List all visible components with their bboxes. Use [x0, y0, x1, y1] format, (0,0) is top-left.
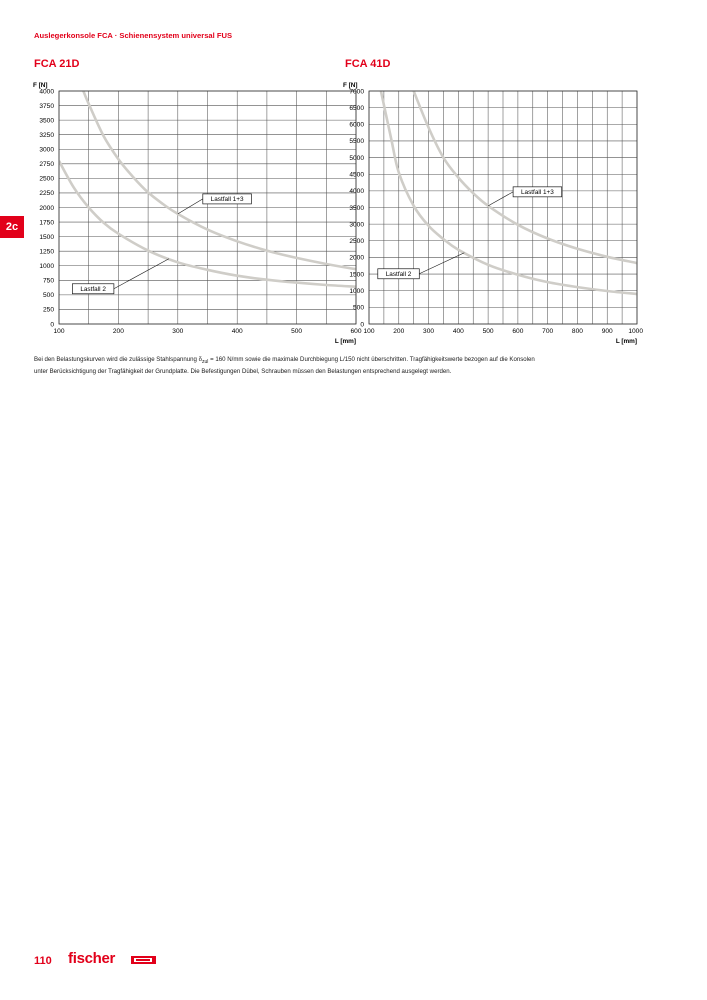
x-tick-label: 500	[291, 328, 303, 335]
y-tick-label: 2000	[39, 204, 54, 212]
y-tick-label: 3750	[39, 102, 54, 110]
x-tick-label: 100	[53, 328, 65, 335]
x-tick-label: 700	[542, 328, 554, 335]
chart-title-fca41d: FCA 41D	[345, 58, 391, 70]
y-tick-label: 2250	[39, 190, 54, 198]
y-tick-label: 7000	[349, 88, 364, 96]
y-tick-label: 0	[360, 321, 364, 329]
y-tick-label: 3000	[39, 146, 54, 154]
x-tick-label: 500	[482, 328, 494, 335]
page-number: 110	[34, 955, 52, 967]
footnote	[34, 355, 674, 376]
y-tick-label: 1000	[349, 288, 364, 296]
footnote-line1-end: = 160 N/mm sowie die maximale Durchbiegung L/150 nicht überschritten. Tragfähigkeitswerte bezogen auf die Konsolen	[208, 356, 535, 363]
y-tick-label: 2500	[39, 175, 54, 183]
y-tick-label: 1000	[39, 263, 54, 271]
footnote-line1-start: Bei den Belastungskurven wird die zulässige Stahlspannung δ	[34, 356, 203, 363]
y-tick-label: 3250	[39, 131, 54, 139]
y-tick-label: 3000	[349, 221, 364, 229]
y-tick-label: 6000	[349, 121, 364, 129]
chart-title-fca21d: FCA 21D	[34, 58, 80, 70]
series-line-lastfall-1-3	[83, 91, 356, 269]
x-tick-label: 300	[423, 328, 435, 335]
series-label: Lastfall 2	[80, 285, 106, 293]
y-tick-label: 1500	[39, 233, 54, 241]
fischer-plug-icon	[131, 954, 157, 966]
series-label-leader	[419, 253, 464, 274]
y-tick-label: 2750	[39, 161, 54, 169]
series-label-leader	[178, 199, 203, 214]
y-tick-label: 6500	[349, 104, 364, 112]
y-tick-label: 3500	[39, 117, 54, 125]
series-label-leader	[488, 192, 513, 206]
x-tick-label: 1000	[628, 328, 643, 335]
y-tick-label: 2000	[349, 254, 364, 262]
y-tick-label: 5000	[349, 154, 364, 162]
series-label: Lastfall 1+3	[210, 196, 244, 204]
y-tick-label: 500	[352, 304, 364, 312]
series-label: Lastfall 2	[385, 270, 412, 278]
x-tick-label: 800	[571, 328, 583, 335]
y-tick-label: 250	[42, 306, 54, 314]
series-label-leader	[114, 259, 169, 289]
y-tick-label: 3500	[349, 204, 364, 212]
y-tick-label: 4000	[39, 88, 54, 96]
y-tick-label: 1750	[39, 219, 54, 227]
y-tick-label: 1250	[39, 248, 54, 256]
y-tick-label: 4000	[349, 188, 364, 196]
page-header-title: Auslegerkonsole FCA · Schienensystem universal FUS	[34, 31, 233, 40]
x-tick-label: 200	[393, 328, 405, 335]
y-axis-label: F [N]	[343, 82, 358, 89]
fischer-logo: fischer	[68, 950, 116, 967]
y-tick-label: 500	[42, 292, 54, 300]
y-tick-label: 0	[50, 321, 54, 329]
x-tick-label: 600	[350, 328, 362, 335]
series-line-lastfall-1-3	[414, 91, 637, 263]
y-tick-label: 5500	[349, 138, 364, 146]
footnote-subscript: zul	[202, 359, 209, 366]
chart-fca41d	[340, 78, 645, 350]
series-line-lastfall-2	[381, 91, 637, 294]
footnote-line2: unter Berücksichtigung der Tragfähigkeit der Grundplatte. Die Befestigungen Dübel, Schrauben müssen den Belastungen entsprechend ausgelegt werden.	[34, 368, 452, 376]
x-tick-label: 200	[112, 328, 124, 335]
x-axis-label: L [mm]	[334, 338, 356, 345]
x-tick-label: 900	[601, 328, 613, 335]
y-axis-label: F [N]	[33, 82, 48, 89]
y-tick-label: 750	[42, 277, 54, 285]
y-tick-label: 4500	[349, 171, 364, 179]
x-axis-label: L [mm]	[615, 338, 637, 345]
y-tick-label: 2500	[349, 238, 364, 246]
x-tick-label: 400	[231, 328, 243, 335]
series-label: Lastfall 1+3	[520, 189, 554, 197]
y-tick-label: 1500	[349, 271, 364, 279]
x-tick-label: 300	[172, 328, 184, 335]
x-tick-label: 100	[363, 328, 375, 335]
x-tick-label: 600	[512, 328, 524, 335]
x-tick-label: 400	[452, 328, 464, 335]
section-tab: 2c	[0, 216, 24, 238]
